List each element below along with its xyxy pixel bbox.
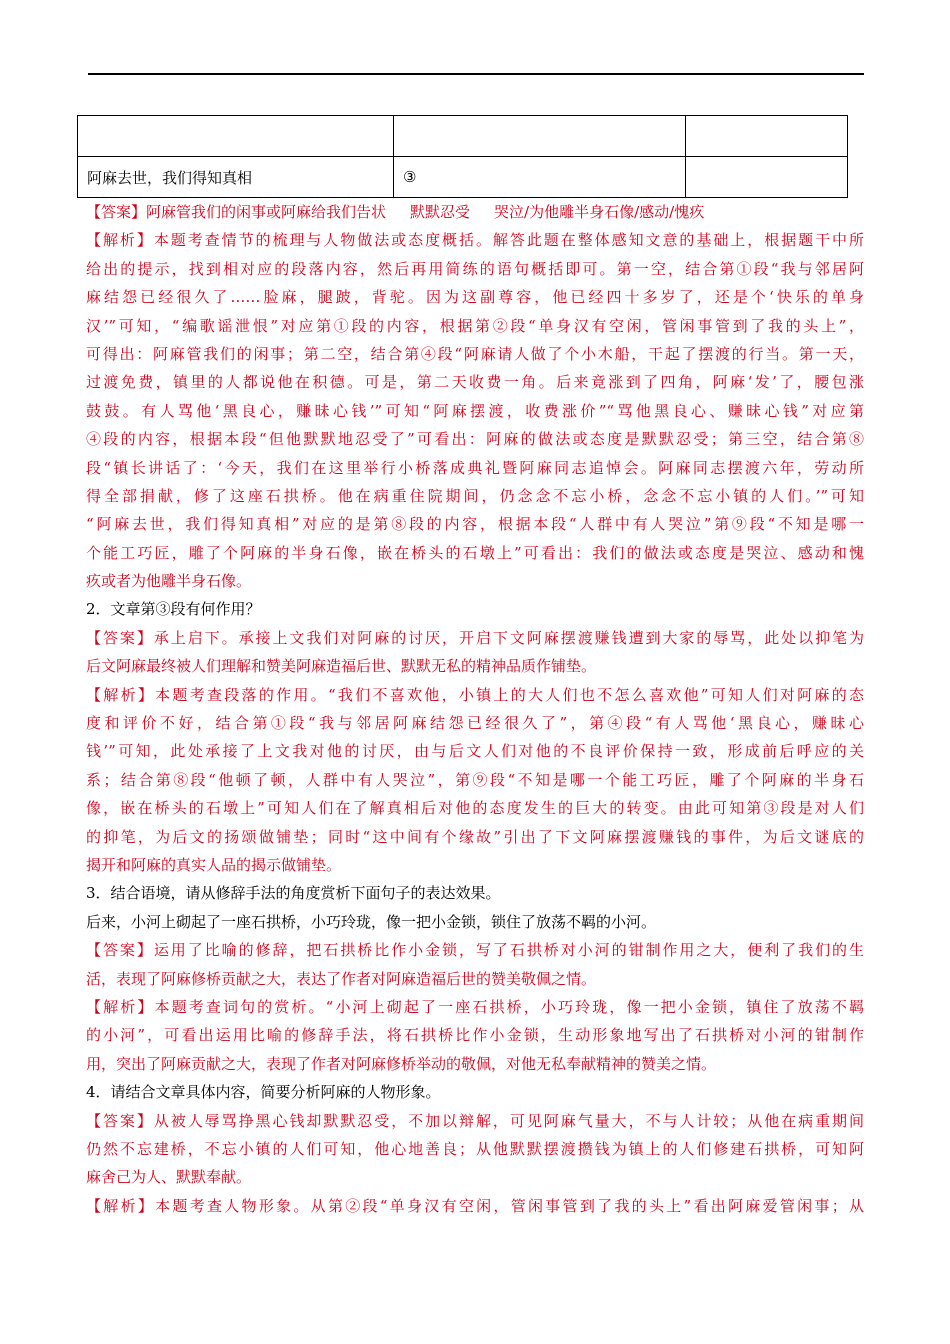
- analysis-line: 麻结怨已经很久了……脸麻，腿跛，背驼。因为这副尊容，他已经四十多岁了，还是个‘快乐的单身: [86, 288, 864, 307]
- analysis-line: 系；结合第⑧段“他顿了顿，人群中有人哭泣”，第⑨段“不知是哪一个能工巧匠，雕了个阿麻的半身石: [86, 770, 864, 789]
- question-3-sentence: 后来，小河上砌起了一座石拱桥，小巧玲珑，像一把小金锁，锁住了放荡不羁的小河。: [86, 912, 657, 931]
- analysis-line: 【解析】本题考查情节的梳理与人物做法或态度概括。解答此题在整体感知文意的基础上，根据题干中所: [86, 231, 864, 250]
- answer-line: 仍然不忘建桥，不忘小镇的人们可知，他心地善良；从他默默摆渡攒钱为镇上的人们修建石拱桥，可知阿: [86, 1139, 864, 1158]
- q3-answer: [86, 936, 864, 993]
- answer-line: 【答案】从被人辱骂挣黑心钱却默默忍受，不加以辩解，可见阿麻气量大，不与人计较；从他在病重期间: [86, 1111, 864, 1130]
- analysis-line: 鼓鼓。有人骂他‘黑良心，赚昧心钱’”可知“阿麻摆渡，收费涨价”“骂他黑良心、赚昧心钱”对应第: [86, 401, 864, 420]
- analysis-line: 【解析】本题考查段落的作用。“我们不喜欢他，小镇上的大人们也不怎么喜欢他”可知人们对阿麻的态: [86, 685, 864, 704]
- q4-answer: [86, 1107, 864, 1192]
- analysis-line: 【解析】本题考查词句的赏析。“小河上砌起了一座石拱桥，小巧玲珑，像一把小金锁，镇住了放荡不羁: [86, 997, 864, 1016]
- q3-analysis: [86, 993, 864, 1078]
- analysis-line: 汉’”可知，“编歌谣泄恨”对应第①段的内容，根据第②段“单身汉有空闲，管闲事管到了我的头上”，: [86, 316, 864, 335]
- q4-analysis: [86, 1192, 864, 1220]
- table-cell: [394, 116, 686, 157]
- answer-part: 默默忍受: [410, 203, 471, 221]
- analysis-line: 可得出：阿麻管我们的闲事；第二空，结合第④段“阿麻请人做了个小木船，干起了摆渡的行当。第一天，: [86, 344, 864, 363]
- analysis-line: 度和评价不好，结合第①段“我与邻居阿麻结怨已经很久了”，第④段“有人骂他‘黑良心，赚昧心: [86, 714, 864, 733]
- header-rule: [88, 73, 864, 75]
- analysis-line: “阿麻去世，我们得知真相”对应的是第⑧段的内容，根据本段“人群中有人哭泣”第⑨段“不知是哪一: [86, 515, 864, 534]
- q1-answer: [86, 198, 864, 226]
- answer-line: 后文阿麻最终被人们理解和赞美阿麻造福后世、默默无私的精神品质作铺垫。: [86, 657, 597, 676]
- answer-part: 【答案】阿麻管我们的闲事或阿麻给我们告状: [86, 203, 387, 221]
- table-cell: 阿麻去世，我们得知真相: [78, 157, 394, 198]
- analysis-line: 给出的提示，找到相对应的段落内容，然后再用简练的语句概括即可。第一空，结合第①段“我与邻居阿: [86, 259, 864, 278]
- answer-line: 麻舍己为人、默默奉献。: [86, 1168, 252, 1187]
- analysis-line: 【解析】本题考查人物形象。从第②段“单身汉有空闲，管闲事管到了我的头上”看出阿麻爱管闲事；从: [86, 1196, 864, 1215]
- question-2: 2．文章第③段有何作用？: [86, 600, 261, 619]
- q2-analysis: [86, 681, 864, 880]
- answer-line: 【答案】承上启下。承接上文我们对阿麻的讨厌，开启下文阿麻摆渡赚钱遭到大家的辱骂，此处以抑笔为: [86, 628, 864, 647]
- answer-table: [77, 115, 848, 198]
- question-4: 4．请结合文章具体内容，简要分析阿麻的人物形象。: [86, 1083, 441, 1102]
- table-row: [78, 116, 848, 157]
- table-cell: ③: [394, 157, 686, 198]
- analysis-line: 用，突出了阿麻贡献之大，表现了作者对阿麻修桥举动的敬佩，对他无私奉献精神的赞美之情。: [86, 1054, 717, 1073]
- analysis-line: ④段的内容，根据本段“但他默默地忍受了”可看出：阿麻的做法或态度是默默忍受；第三空，结合第⑧: [86, 430, 864, 449]
- analysis-line: 揭开和阿麻的真实人品的揭示做铺垫。: [86, 855, 342, 874]
- analysis-line: 过渡免费，镇里的人都说他在积德。可是，第二天收费一角。后来竟涨到了四角，阿麻‘发’了，腰包涨: [86, 373, 864, 392]
- analysis-line: 的抑笔，为后文的扬颂做铺垫；同时“这中间有个缘故”引出了下文阿麻摆渡赚钱的事件，为后文谜底的: [86, 827, 864, 846]
- q2-answer: [86, 624, 864, 681]
- analysis-line: 像，嵌在桥头的石墩上”可知人们在了解真相后对他的态度发生的巨大的转变。由此可知第③段是对人们: [86, 799, 864, 818]
- table-cell: [686, 157, 848, 198]
- analysis-line: 个能工巧匠，雕了个阿麻的半身石像，嵌在桥头的石墩上”可看出：我们的做法或态度是哭泣、感动和愧: [86, 543, 864, 562]
- answer-part: 哭泣/为他雕半身石像/感动/愧疚: [494, 203, 705, 221]
- analysis-line: 钱’”可知，此处承接了上文我对他的讨厌，由与后文人们对他的不良评价保持一致，形成前后呼应的关: [86, 742, 864, 761]
- analysis-line: 疚或者为他雕半身石像。: [86, 572, 252, 591]
- analysis-line: 的小河”，可看出运用比喻的修辞手法，将石拱桥比作小金锁，生动形象地写出了石拱桥对小河的钳制作: [86, 1026, 864, 1045]
- table-cell: [686, 116, 848, 157]
- table-row: [78, 157, 848, 198]
- analysis-line: 段“镇长讲话了：‘今天，我们在这里举行小桥落成典礼暨阿麻同志追悼会。阿麻同志摆渡六年，劳动所: [86, 458, 864, 477]
- analysis-line: 得全部捐献，修了这座石拱桥。他在病重住院期间，仍念念不忘小桥，念念不忘小镇的人们。’”可知: [86, 486, 864, 505]
- answer-line: 活，表现了阿麻修桥贡献之大，表达了作者对阿麻造福后世的赞美敬佩之情。: [86, 969, 597, 988]
- q1-analysis: [86, 226, 864, 595]
- question-3: 3．结合语境，请从修辞手法的角度赏析下面句子的表达效果。: [86, 884, 501, 903]
- table-cell: [78, 116, 394, 157]
- document-body: [86, 198, 864, 1220]
- answer-line: 【答案】运用了比喻的修辞，把石拱桥比作小金锁，写了石拱桥对小河的钳制作用之大，便利了我们的生: [86, 941, 864, 960]
